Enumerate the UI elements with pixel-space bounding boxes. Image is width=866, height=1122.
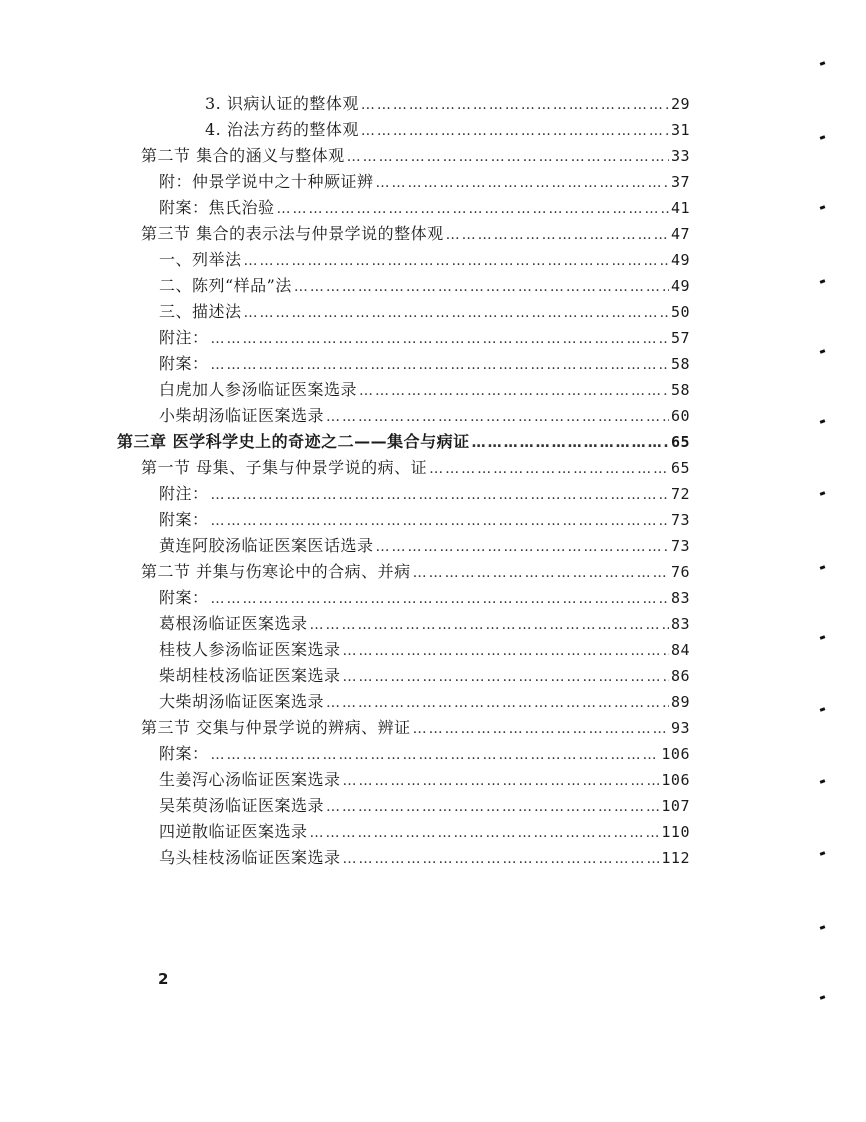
toc-entry [159,634,690,660]
toc-entry-page: 41 [670,199,690,217]
toc-leader-dots [359,382,669,400]
toc-leader-dots [211,356,669,374]
toc-entry-page: 76 [670,563,690,581]
toc-entry-label: 第二节 集合的涵义与整体观 [141,146,345,165]
toc-entry [159,166,690,192]
toc-entry-label: 3. 识病认证的整体观 [205,94,359,113]
toc-entry-page: 58 [670,355,690,373]
toc-entry [159,582,690,608]
page-number: 2 [158,970,169,988]
toc-entry [159,244,690,270]
toc-leader-dots [413,564,669,582]
toc-entry [159,764,690,790]
toc-leader-dots [211,746,660,764]
toc-leader-dots [347,148,669,166]
toc-leader-dots [429,460,669,478]
toc-entry [159,322,690,348]
toc-entry-label: 附案：焦氏治验 [159,198,275,217]
toc-entry-page: 47 [670,225,690,243]
toc-leader-dots [326,408,669,426]
toc-leader-dots [413,720,669,738]
toc-entry-label: 第三章 医学科学史上的奇迹之二——集合与病证 [117,432,470,451]
toc-entry [159,608,690,634]
toc-entry-label: 第三节 集合的表示法与仲景学说的整体观 [141,224,444,243]
toc-entry-page: 83 [670,589,690,607]
toc-entry-label: 第二节 并集与伤寒论中的合病、并病 [141,562,411,581]
toc-entry-label: 二、陈列“样品”法 [159,276,292,295]
toc-chapter-entry [117,426,690,452]
toc-entry-label: 附案： [159,588,209,607]
toc-leader-dots [277,200,669,218]
toc-leader-dots [294,278,669,296]
toc-entry-label: 小柴胡汤临证医案选录 [159,406,325,425]
toc-entry-page: 83 [670,615,690,633]
toc-leader-dots [310,616,669,634]
toc-entry-page: 72 [670,485,690,503]
toc-entry-page: 65 [670,459,690,477]
toc-entry-label: 第一节 母集、子集与仲景学说的病、证 [141,458,428,477]
toc-entry-label: 葛根汤临证医案选录 [159,614,308,633]
toc-entry-page: 57 [670,329,690,347]
toc-entry-page: 50 [670,303,690,321]
toc-entry [159,374,690,400]
toc-entry-page: 89 [670,693,690,711]
toc-leader-dots [211,330,669,348]
toc-entry [159,478,690,504]
toc-entry-label: 一、列举法 [159,250,242,269]
toc-entry [159,816,690,842]
toc-entry-label: 吴茱萸汤临证医案选录 [159,796,325,815]
toc-entry-page: 106 [661,771,690,789]
toc-entry [141,452,690,478]
toc-entry-page: 49 [670,277,690,295]
toc-entry [205,88,690,114]
toc-leader-dots [376,174,669,192]
toc-entry [141,140,690,166]
toc-leader-dots [326,798,659,816]
toc-entry [159,790,690,816]
toc-entry-label: 黄连阿胶汤临证医案医话选录 [159,536,374,555]
toc-leader-dots [310,824,660,842]
toc-leader-dots [376,538,669,556]
toc-entry [159,530,690,556]
toc-entry-page: 58 [670,381,690,399]
toc-entry-page: 31 [670,121,690,139]
toc-entry [141,712,690,738]
toc-entry [159,660,690,686]
toc-entry [159,686,690,712]
toc-entry-page: 86 [670,667,690,685]
toc-entry [159,192,690,218]
toc-entry-label: 附案： [159,354,209,373]
toc-entry-label: 附：仲景学说中之十种厥证辨 [159,172,374,191]
toc-entry-label: 附案： [159,744,209,763]
toc-leader-dots [343,642,669,660]
toc-entry [159,400,690,426]
toc-entry-label: 第三节 交集与仲景学说的辨病、辨证 [141,718,411,737]
toc-leader-dots [211,512,669,530]
toc-entry [141,218,690,244]
toc-entry [205,114,690,140]
toc-leader-dots [446,226,669,244]
toc-entry-label: 生姜泻心汤临证医案选录 [159,770,341,789]
toc-leader-dots [211,486,669,504]
toc-entry-label: 柴胡桂枝汤临证医案选录 [159,666,341,685]
toc-entry-label: 附案： [159,510,209,529]
toc-leader-dots [244,304,669,322]
toc-entry-label: 四逆散临证医案选录 [159,822,308,841]
toc-entry-page: 29 [670,95,690,113]
toc-entry [159,296,690,322]
toc-leader-dots [343,850,660,868]
toc-leader-dots [211,590,669,608]
toc-leader-dots [326,694,669,712]
toc-entry-label: 乌头桂枝汤临证医案选录 [159,848,341,867]
toc-entry-label: 大柴胡汤临证医案选录 [159,692,325,711]
toc-leader-dots [343,668,669,686]
toc-entry-page: 60 [670,407,690,425]
toc-entry-label: 附注： [159,328,209,347]
toc-entry [159,504,690,530]
toc-leader-dots [361,96,669,114]
toc-entry-page: 73 [670,537,690,555]
toc-entry-page: 49 [670,251,690,269]
toc-entry-label: 附注： [159,484,209,503]
toc-entry-label: 白虎加人参汤临证医案选录 [159,380,358,399]
toc-entry [159,842,690,868]
toc-entry-page: 106 [661,745,690,763]
toc-entry-page: 112 [661,849,690,867]
toc-entry-label: 桂枝人参汤临证医案选录 [159,640,341,659]
toc-entry [159,738,690,764]
toc-leader-dots [244,252,669,270]
toc-entry-page: 110 [661,823,690,841]
toc-leader-dots [343,772,660,790]
toc-entry-page: 107 [661,797,690,815]
toc-entry-page: 65 [670,433,690,451]
toc-entry-label: 三、描述法 [159,302,242,321]
toc-entry [159,270,690,296]
toc-entry-page: 73 [670,511,690,529]
toc-entry [159,348,690,374]
toc-entry-page: 93 [670,719,690,737]
toc-entry-page: 33 [670,147,690,165]
toc-entry-page: 37 [670,173,690,191]
toc-entry-page: 84 [670,641,690,659]
toc-leader-dots [472,434,669,452]
toc-leader-dots [361,122,669,140]
toc-entry [141,556,690,582]
toc-entry-label: 4. 治法方药的整体观 [205,120,359,139]
